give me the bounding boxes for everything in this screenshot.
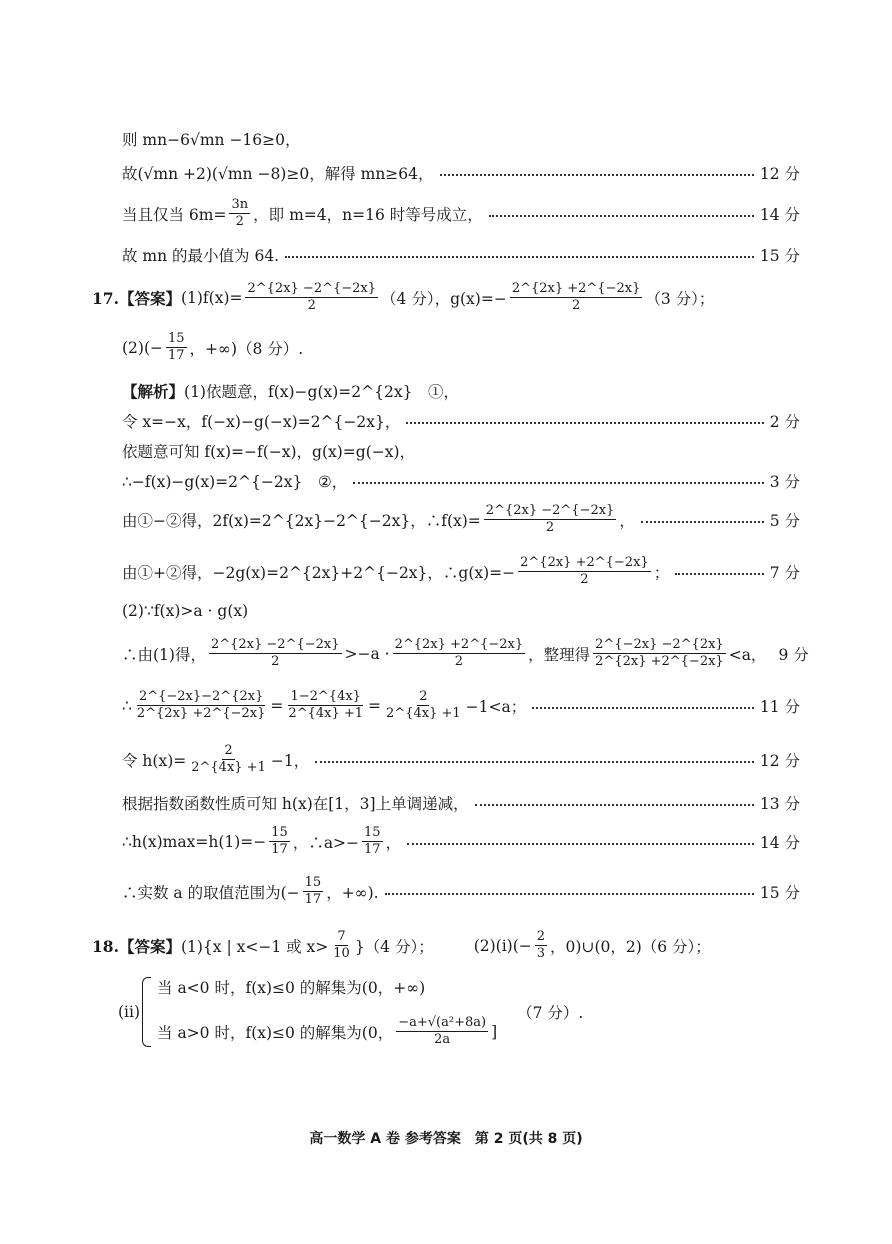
line-text: 故(√mn +2)(√mn −8)≥0，解得 mn≥64， xyxy=(122,165,434,183)
leader-dots xyxy=(532,707,754,709)
analysis-text: (1)依题意，f(x)−g(x)=2^{2x} ①， xyxy=(184,383,459,401)
analysis-row-13 xyxy=(122,876,800,908)
answer-text: （3 分）； xyxy=(645,289,715,308)
analysis-text: ∴h(x)max=h(1)=− xyxy=(122,832,267,851)
fraction: $\frac{\text{−a+√(a²+8a)}}{2a}$ xyxy=(398,1015,487,1048)
analysis-row-7 xyxy=(122,602,800,620)
fraction: $\frac{2\^{}\{-2x\} -2\^{}\{2x\}}{2\^{}\{2x\} +2\^{}\{-2x\}}$ xyxy=(595,637,724,670)
q17-answer2-row xyxy=(122,332,800,364)
line-text-post: ，即 m=4，n=16 时等号成立， xyxy=(253,205,483,224)
analysis-text: 依题意可知 f(x)=−f(−x)，g(x)=g(−x)， xyxy=(122,443,416,461)
fraction: $\frac{1-2\^{}\{4x\}}{2\^{}\{4x\} +1}$ xyxy=(288,689,364,722)
score-label: 7 分 xyxy=(769,563,800,582)
analysis-label: 【解析】 xyxy=(122,382,185,401)
case-2-text: ] xyxy=(491,1022,498,1041)
answer-text: ，0)∪(0，2)（6 分）； xyxy=(550,937,711,956)
analysis-text: (2)∵f(x)>a · g(x) xyxy=(122,602,249,620)
analysis-text: 由①−②得，2f(x)=2^{2x}−2^{−2x}，∴f(x)= xyxy=(122,511,481,530)
fraction: $\frac{2\^{}\{2x\} -2\^{}\{-2x\}}{2}$ xyxy=(485,503,615,536)
answer-text: }（4 分）； xyxy=(354,937,434,956)
score-label: 11 分 xyxy=(759,697,800,716)
answer-text: （4 分），g(x)=− xyxy=(381,289,507,308)
analysis-row-4 xyxy=(122,470,800,492)
answer-text: (2)(− xyxy=(122,338,163,357)
line-inequality xyxy=(122,128,800,150)
q17-label: 17.【答案】 xyxy=(92,288,181,308)
left-brace xyxy=(142,977,151,1047)
score-label: 5 分 xyxy=(769,511,800,530)
q17-answer-row xyxy=(92,282,800,314)
analysis-text: ∴由(1)得， xyxy=(122,645,206,664)
answer-text: ，+∞)（8 分）. xyxy=(189,339,304,358)
analysis-text: ，+∞). xyxy=(326,883,379,902)
leader-dots xyxy=(475,804,754,806)
page-footer: 高一数学 A 卷 参考答案 第 2 页(共 8 页) xyxy=(309,1131,583,1147)
answer-text: (1){x | x<−1 或 x> xyxy=(180,937,329,956)
q18-cases xyxy=(118,976,583,1048)
analysis-row-6 xyxy=(122,556,800,588)
fraction: $\frac{15}{17}$ xyxy=(364,825,381,858)
analysis-text: −1<a； xyxy=(465,697,527,716)
analysis-text: ∴−f(x)−g(x)=2^{−2x} ②， xyxy=(122,473,348,491)
analysis-row-3 xyxy=(122,440,800,462)
leader-dots xyxy=(385,893,754,895)
score-label: 12 分 xyxy=(759,751,800,770)
analysis-text: ∴ xyxy=(122,696,132,715)
analysis-text: ， xyxy=(385,833,402,852)
line-text: 则 mn−6√mn −16≥0， xyxy=(122,131,301,149)
leader-dots xyxy=(285,256,754,258)
line-equality xyxy=(122,198,800,230)
case-2-text: 当 a>0 时，f(x)≤0 的解集为(0， xyxy=(157,1023,394,1042)
leader-dots xyxy=(489,215,754,217)
case-label: (ii) xyxy=(118,1002,141,1021)
leader-dots xyxy=(315,761,754,763)
case-2 xyxy=(157,1016,497,1048)
analysis-text: ， xyxy=(619,511,635,530)
analysis-row-2 xyxy=(122,410,800,432)
analysis-row-11 xyxy=(122,792,800,814)
analysis-row-10 xyxy=(122,744,800,776)
score-label: 15 分 xyxy=(759,883,800,902)
fraction: $\frac{2\^{}\{-2x\}-2\^{}\{2x\}}{2\^{}\{2x\} +2\^{}\{-2x\}}$ xyxy=(136,689,266,722)
leader-dots xyxy=(407,843,754,845)
case-score: （7 分）. xyxy=(517,1003,584,1022)
leader-dots xyxy=(406,422,763,424)
analysis-text: <a， xyxy=(728,645,767,664)
analysis-text: 令 x=−x，f(−x)−g(−x)=2^{−2x}， xyxy=(122,413,401,431)
analysis-row-8 xyxy=(122,637,809,670)
analysis-text: ； xyxy=(653,563,670,582)
score-label: 15 分 xyxy=(759,247,800,265)
answer-text: (2)(i)(− xyxy=(473,936,532,955)
analysis-text: −1， xyxy=(270,751,310,770)
analysis-row-12 xyxy=(122,826,800,858)
score-label: 3 分 xyxy=(769,473,800,491)
line-text: 故 mn 的最小值为 64. xyxy=(122,247,280,265)
analysis-text: ，整理得 xyxy=(528,645,591,664)
fraction: $\frac{2\^{}\{2x\} -2\^{}\{-2x\}}{2}$ xyxy=(210,637,340,670)
leader-dots xyxy=(353,482,763,484)
analysis-text: = xyxy=(368,696,382,715)
score-label: 14 分 xyxy=(759,205,800,224)
analysis-row-1 xyxy=(122,380,800,402)
fraction: $\frac{3n}{2}$ xyxy=(231,197,249,230)
case-1: 当 a<0 时，f(x)≤0 的解集为(0，+∞) xyxy=(157,979,426,997)
line-factor xyxy=(122,162,800,184)
score-label: 14 分 xyxy=(759,833,800,852)
line-minimum xyxy=(122,244,800,266)
fraction: $\frac{2\^{}\{2x\} +2\^{}\{-2x\}}{2}$ xyxy=(520,555,649,588)
fraction: $\frac{7}{10}$ xyxy=(333,929,350,962)
leader-dots xyxy=(641,521,764,523)
analysis-row-5 xyxy=(122,504,800,536)
q18-answer-row xyxy=(92,930,800,962)
analysis-text: ，∴a>− xyxy=(292,833,360,852)
fraction: $\frac{2}{2\^{}\{4x\} +1}$ xyxy=(191,743,266,776)
case-lines xyxy=(157,976,497,1048)
analysis-text: ∴实数 a 的取值范围为(− xyxy=(122,883,300,902)
score-label: 2 分 xyxy=(769,413,800,431)
fraction: $\frac{15}{17}$ xyxy=(304,875,322,908)
analysis-text: >−a · xyxy=(344,644,390,663)
analysis-text: = xyxy=(270,696,284,715)
score-label: 12 分 xyxy=(759,165,800,183)
fraction: $\frac{2}{3}$ xyxy=(536,929,546,962)
fraction: $\frac{2}{2\^{}\{4x\} +1}$ xyxy=(386,689,461,722)
fraction: $\frac{15}{17}$ xyxy=(271,825,288,858)
fraction: $\frac{2\^{}\{2x\} +2\^{}\{-2x\}}{2}$ xyxy=(394,637,524,670)
score-label: 9 分 xyxy=(778,645,809,664)
fraction: $\frac{2\^{}\{2x\} +2\^{}\{-2x\}}{2}$ xyxy=(511,281,641,314)
answer-text: (1)f(x)= xyxy=(180,288,243,307)
analysis-text: 令 h(x)= xyxy=(122,751,187,770)
leader-dots xyxy=(440,174,754,176)
analysis-text: 由①+②得，−2g(x)=2^{2x}+2^{−2x}，∴g(x)=− xyxy=(122,563,516,582)
fraction: $\frac{2\^{}\{2x\} -2\^{}\{-2x\}}{2}$ xyxy=(247,281,377,314)
leader-dots xyxy=(675,573,764,575)
line-text-pre: 当且仅当 6m= xyxy=(122,205,227,224)
q18-label: 18.【答案】 xyxy=(92,936,181,956)
fraction: $\frac{15}{17}$ xyxy=(168,331,185,364)
analysis-row-9 xyxy=(122,690,800,722)
analysis-text: 根据指数函数性质可知 h(x)在[1，3]上单调递减， xyxy=(122,795,469,813)
score-label: 13 分 xyxy=(759,795,800,813)
